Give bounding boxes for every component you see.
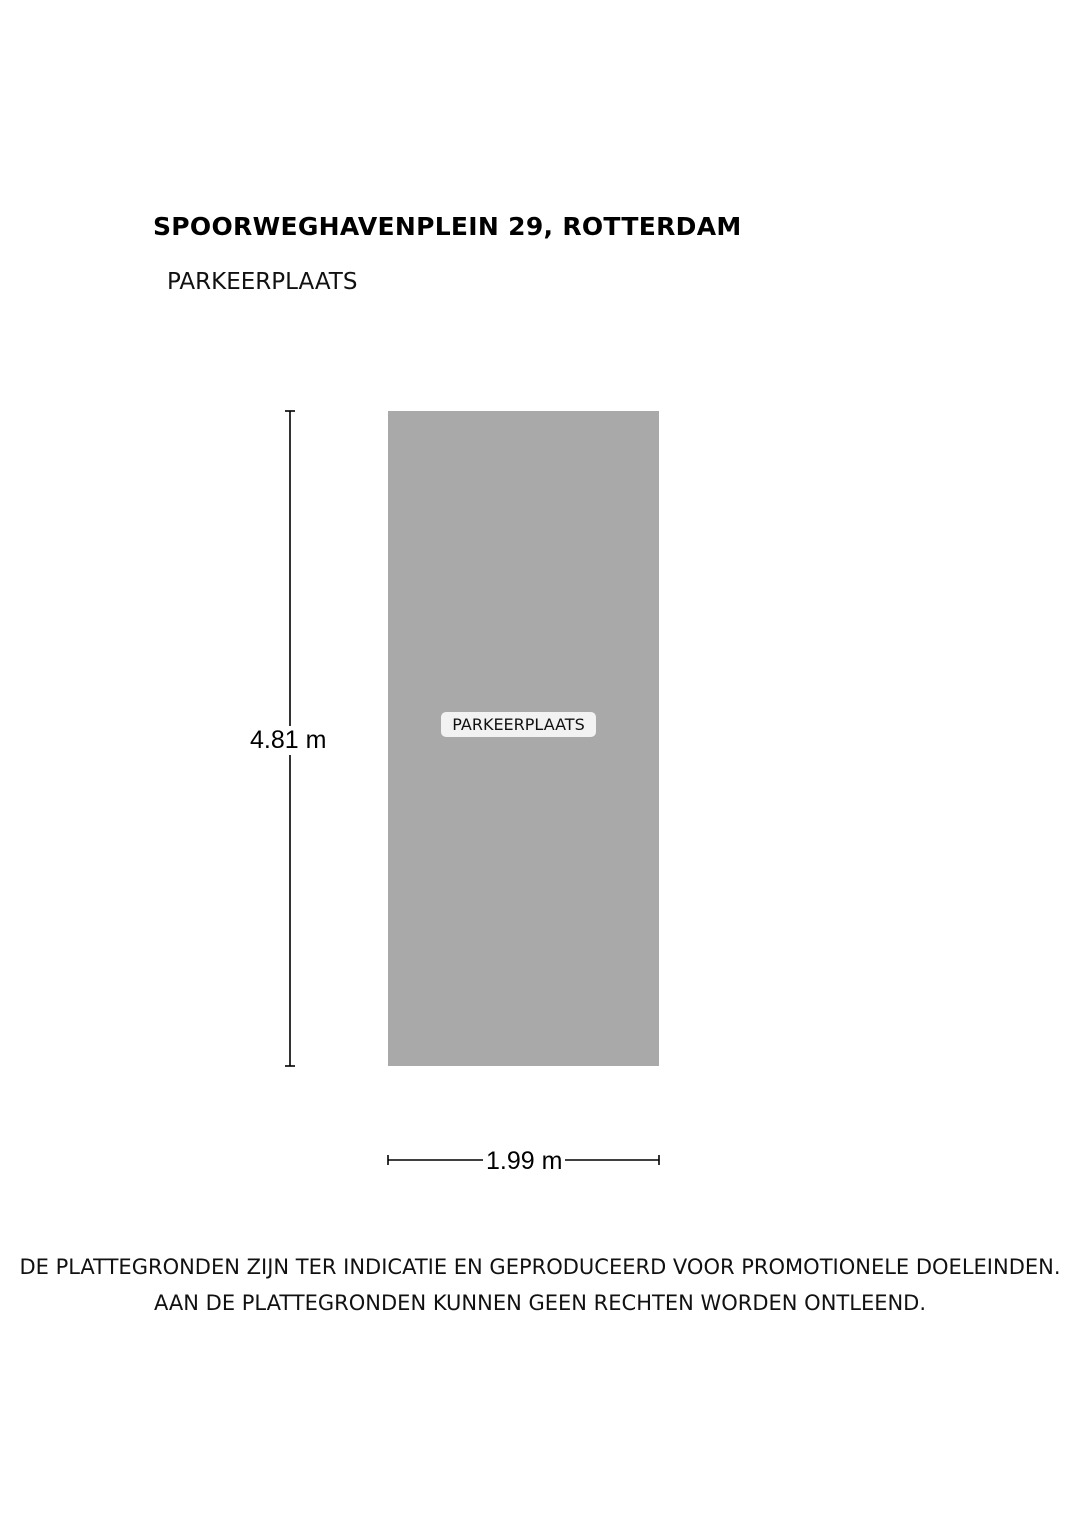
floor-name: PARKEERPLAATS <box>167 269 358 295</box>
disclaimer-line-1: DE PLATTEGRONDEN ZIJN TER INDICATIE EN GEPRODUCEERD VOOR PROMOTIONELE DOELEINDEN. <box>19 1255 1061 1279</box>
property-address: SPOORWEGHAVENPLEIN 29, ROTTERDAM <box>153 212 742 241</box>
disclaimer-line-2: AAN DE PLATTEGRONDEN KUNNEN GEEN RECHTEN WORDEN ONTLEEND. <box>153 1291 927 1315</box>
disclaimer <box>0 1249 1080 1321</box>
width-dimension-label: 1.99 m <box>483 1147 565 1176</box>
room-label: PARKEERPLAATS <box>441 712 596 737</box>
height-dimension-label: 4.81 m <box>250 726 327 754</box>
